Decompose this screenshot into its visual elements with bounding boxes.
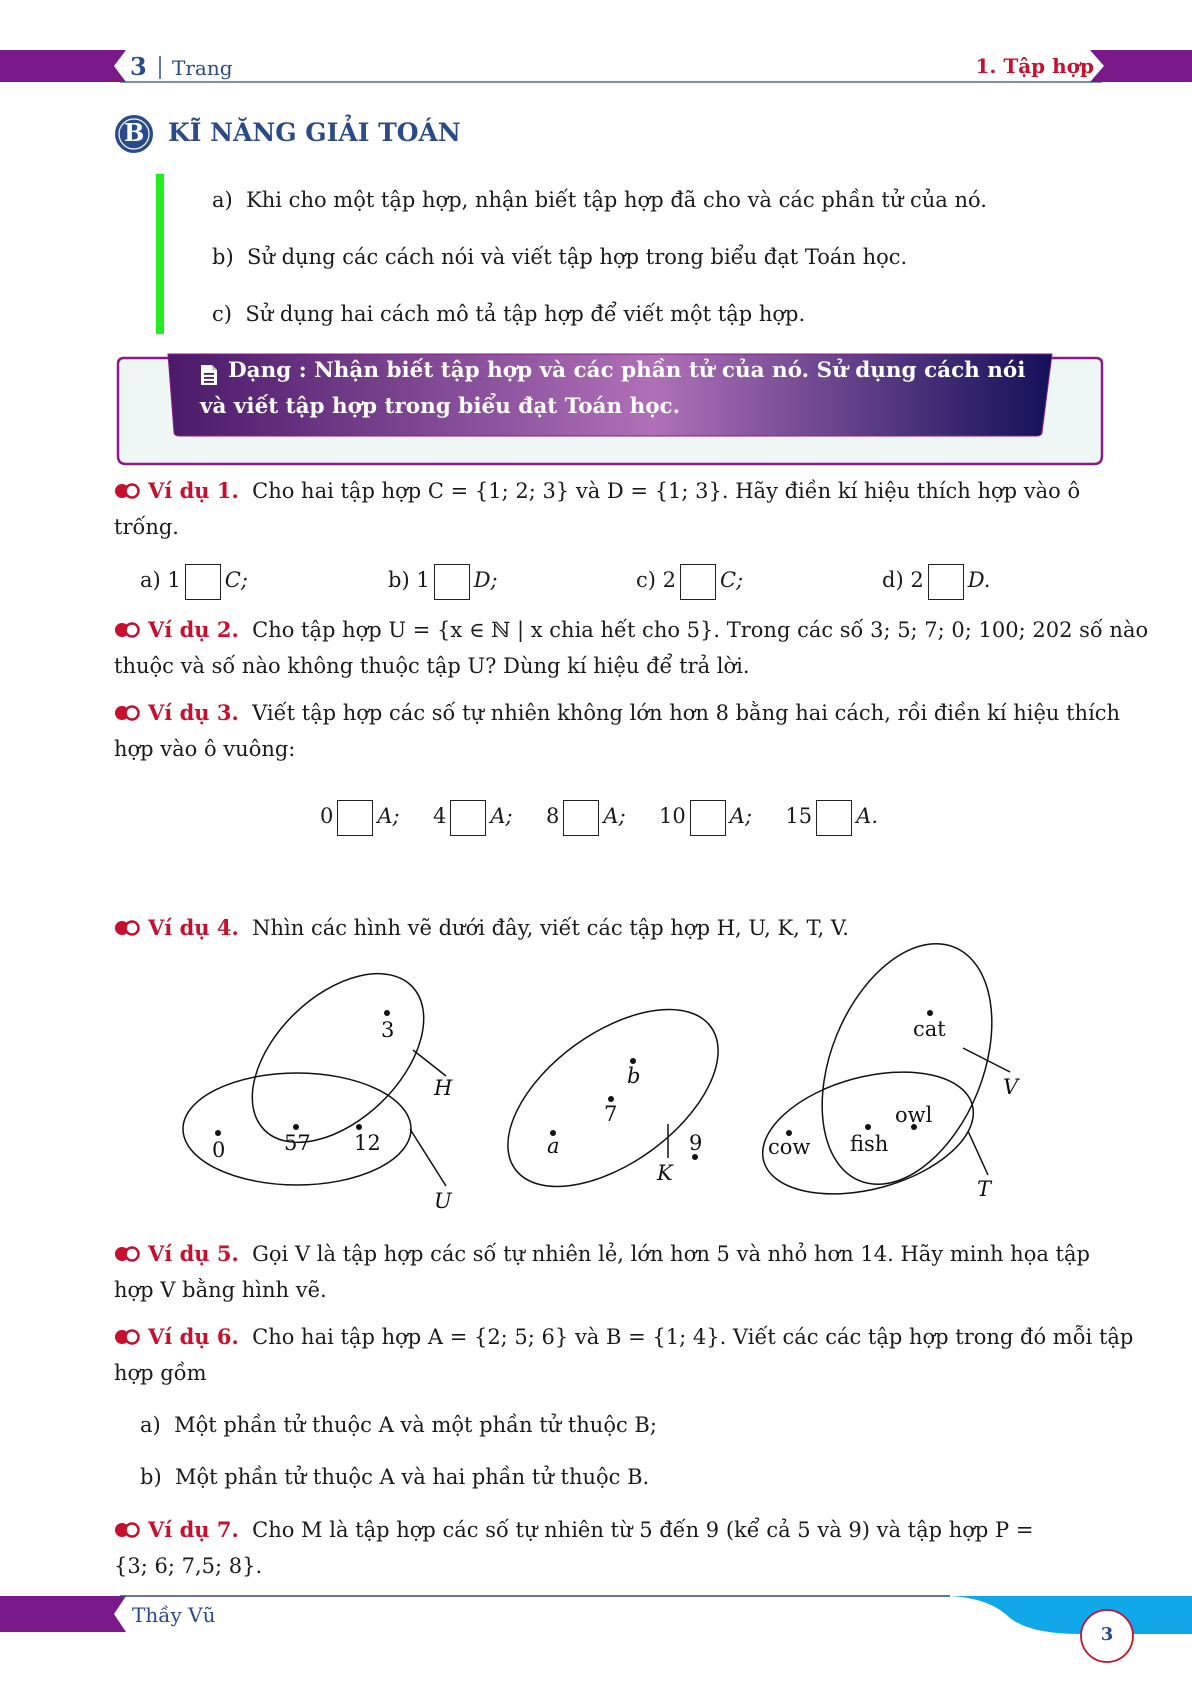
point-fish [865,1124,871,1130]
section-b-letter: B [124,118,145,147]
label-12: 12 [354,1131,381,1155]
point-0 [215,1130,221,1136]
page-footer [0,1594,1192,1674]
label-fish: fish [850,1132,889,1156]
point-57 [293,1124,299,1130]
label-line-h [413,1050,446,1076]
example-marker-icon [114,1522,140,1538]
label-owl: owl [895,1103,933,1127]
choice-d: d) 2 D. [882,562,990,600]
example-1-label: Ví dụ 1. [148,478,239,503]
example-marker-icon [114,1246,140,1262]
label-3: 3 [381,1018,395,1042]
list-item: a) Một phần tử thuộc A và một phần tử thuộc B; [140,1413,657,1437]
example-4-line-1: Nhìn các hình vẽ dưới đây, viết các tập hợp H, U, K, T, V. [252,916,849,940]
choice-item: 15 A. [785,804,878,828]
choice-item: 10 A; [659,804,752,828]
skill-text: Khi cho một tập hợp, nhận biết tập hợp đã cho và các phần tử của nó. [246,188,987,212]
label-7: 7 [604,1102,618,1126]
section-b-title: KĨ NĂNG GIẢI TOÁN [168,118,461,147]
dang-line-2: và viết tập hợp trong biểu đạt Toán học. [200,394,681,419]
label-cat: cat [913,1017,946,1041]
example-7-line-1: Cho M là tập hợp các số tự nhiên từ 5 đến 9 (kể cả 5 và 9) và tập hợp P = [252,1518,1034,1542]
header-page-number: 3 [130,52,147,81]
point-cat [927,1010,933,1016]
example-1-line-1: Cho hai tập hợp C = {1; 2; 3} và D = {1; 3}. Hãy điền kí hiệu thích hợp vào ô [252,479,1081,503]
example-3-line-1: Viết tập hợp các số tự nhiên không lớn hơn 8 bằng hai cách, rồi điền kí hiệu thích [252,701,1121,725]
example-2-label: Ví dụ 2. [148,617,239,642]
example-3-label: Ví dụ 3. [148,700,239,725]
example-6-line-2: hợp gồm [114,1361,207,1385]
example-1-line-2: trống. [114,515,179,539]
example-4-label: Ví dụ 4. [148,915,239,940]
label-k: K [657,1161,673,1185]
example-3-line-2: hợp vào ô vuông: [114,737,296,761]
footer-page-number: 3 [1100,1624,1114,1645]
label-nine: 9 [689,1131,703,1155]
label-u: U [434,1189,452,1213]
label-line-u [410,1129,446,1186]
header-section-title: 1. Tập hợp [975,54,1094,78]
label-a: a [547,1134,560,1158]
point-3 [384,1010,390,1016]
example-5-line-1: Gọi V là tập hợp các số tự nhiên lẻ, lớn hơn 5 và nhỏ hơn 14. Hãy minh họa tập [252,1242,1090,1266]
example-5-line-2: hợp V bằng hình vẽ. [114,1278,327,1302]
label-h: H [434,1076,453,1100]
example-7-label: Ví dụ 7. [148,1517,239,1542]
choice-item: 0 A; [320,804,400,828]
choice-a: a) 1 C; [140,562,248,600]
ellipse-h [221,942,455,1174]
example-2-line-1: Cho tập hợp U = {x ∈ ℕ | x chia hết cho 5}. Trong các số 3; 5; 7; 0; 100; 202 số nào [252,618,1149,642]
example-marker-icon [114,1329,140,1345]
list-item: b) Một phần tử thuộc A và hai phần tử thuộc B. [140,1465,650,1489]
label-t: T [977,1177,992,1201]
label-b: b [627,1064,641,1088]
skill-text: Sử dụng hai cách mô tả tập hợp để viết một tập hợp. [245,302,806,326]
example-2-line-2: thuộc và số nào không thuộc tập U? Dùng kí hiệu để trả lời. [114,654,750,678]
choice-item: 4 A; [433,804,513,828]
dang-line-1: Dạng : Nhận biết tập hợp và các phần tử của nó. Sử dụng cách nói [228,358,1026,383]
skill-label: c) [212,302,232,326]
skill-label: a) [212,188,233,212]
example-5-label: Ví dụ 5. [148,1241,239,1266]
ellipse-v [789,919,1024,1210]
example-6-line-1: Cho hai tập hợp A = {2; 5; 6} và B = {1; 4}. Viết các các tập hợp trong đó mỗi tập [252,1325,1134,1349]
skill-text: Sử dụng các cách nói và viết tập hợp trong biểu đạt Toán học. [247,245,908,269]
choice-item: 8 A; [546,804,626,828]
footer-author: Thầy Vũ [132,1603,216,1627]
choice-c: c) 2 C; [636,562,743,600]
label-0: 0 [212,1138,226,1162]
label-cow: cow [768,1135,811,1159]
skill-label: b) [212,245,234,269]
point-12 [356,1124,362,1130]
label-57: 57 [284,1131,311,1155]
example-7-line-2: {3; 6; 7,5; 8}. [114,1554,263,1578]
choice-b: b) 1 D; [388,562,498,600]
header-page-word: Trang [172,56,233,80]
label-line-v [963,1048,1010,1072]
label-v: V [1003,1075,1019,1099]
example-6-label: Ví dụ 6. [148,1324,239,1349]
label-line-t [968,1131,988,1175]
